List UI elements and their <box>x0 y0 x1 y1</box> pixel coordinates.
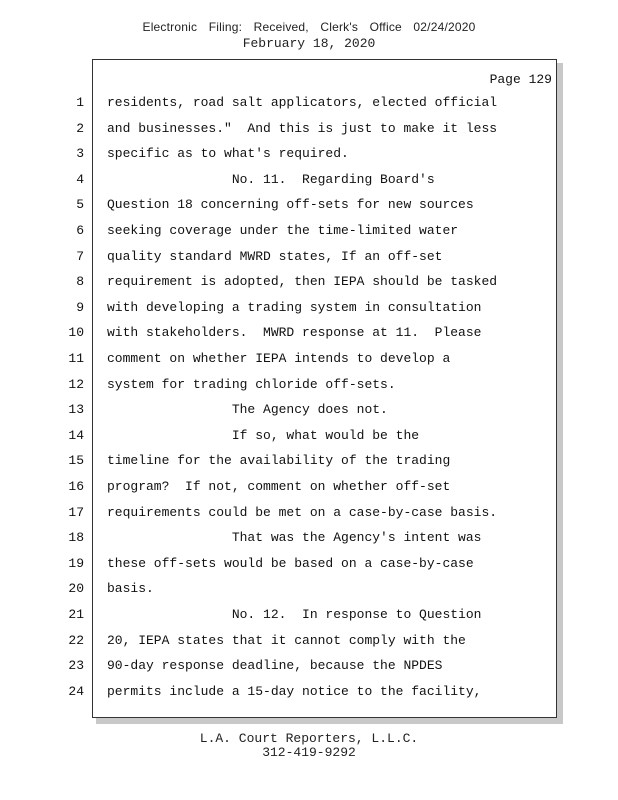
line-text: and businesses." And this is just to make it less <box>107 121 498 136</box>
line-text: residents, road salt applicators, elected official <box>107 95 498 110</box>
line-text: with stakeholders. MWRD response at 11. Please <box>107 325 482 340</box>
line-number: 10 <box>68 325 84 340</box>
line-text: comment on whether IEPA intends to develop a <box>107 351 451 366</box>
line-text: That was the Agency's intent was <box>107 530 482 545</box>
line-text: quality standard MWRD states, If an off-set <box>107 249 443 264</box>
line-text: 20, IEPA states that it cannot comply with the <box>107 633 466 648</box>
line-number: 2 <box>76 121 84 136</box>
line-number: 12 <box>68 377 84 392</box>
line-text: Question 18 concerning off-sets for new sources <box>107 197 474 212</box>
filing-stamp: Electronic Filing: Received, Clerk's Office 02/24/2020 <box>142 20 476 34</box>
line-number: 6 <box>76 223 84 238</box>
line-text: seeking coverage under the time-limited water <box>107 223 459 238</box>
line-number: 18 <box>68 530 84 545</box>
line-text: with developing a trading system in consultation <box>107 300 482 315</box>
line-text: system for trading chloride off-sets. <box>107 377 396 392</box>
line-number: 23 <box>68 658 84 673</box>
line-text: The Agency does not. <box>107 402 388 417</box>
line-number: 20 <box>68 581 84 596</box>
line-number: 16 <box>68 479 84 494</box>
line-text: these off-sets would be based on a case-by-case <box>107 556 474 571</box>
line-number: 5 <box>76 197 84 212</box>
line-text: No. 12. In response to Question <box>107 607 482 622</box>
transcript-date: February 18, 2020 <box>242 36 376 51</box>
reporter-phone: 312-419-9292 <box>262 745 356 760</box>
line-number: 19 <box>68 556 84 571</box>
line-text: No. 11. Regarding Board's <box>107 172 435 187</box>
line-number: 24 <box>68 684 84 699</box>
reporter-company: L.A. Court Reporters, L.L.C. <box>199 731 419 746</box>
line-text: program? If not, comment on whether off-set <box>107 479 451 494</box>
line-number: 3 <box>76 146 84 161</box>
line-number: 15 <box>68 453 84 468</box>
line-number: 7 <box>76 249 84 264</box>
line-text: basis. <box>107 581 154 596</box>
line-number: 8 <box>76 274 84 289</box>
line-text: permits include a 15-day notice to the facility, <box>107 684 482 699</box>
line-number: 17 <box>68 505 84 520</box>
line-number: 14 <box>68 428 84 443</box>
line-number: 9 <box>76 300 84 315</box>
line-text: If so, what would be the <box>107 428 420 443</box>
footer <box>0 732 618 760</box>
line-number: 1 <box>76 95 84 110</box>
line-text: 90-day response deadline, because the NPDES <box>107 658 443 673</box>
line-number: 21 <box>68 607 84 622</box>
line-number: 11 <box>68 351 84 366</box>
line-text: specific as to what's required. <box>107 146 349 161</box>
line-number: 13 <box>68 402 84 417</box>
line-text: requirements could be met on a case-by-case basis. <box>107 505 498 520</box>
line-number: 4 <box>76 172 84 187</box>
line-number: 22 <box>68 633 84 648</box>
line-text: timeline for the availability of the trading <box>107 453 451 468</box>
page-number: Page 129 <box>489 72 552 87</box>
line-text: requirement is adopted, then IEPA should be tasked <box>107 274 498 289</box>
